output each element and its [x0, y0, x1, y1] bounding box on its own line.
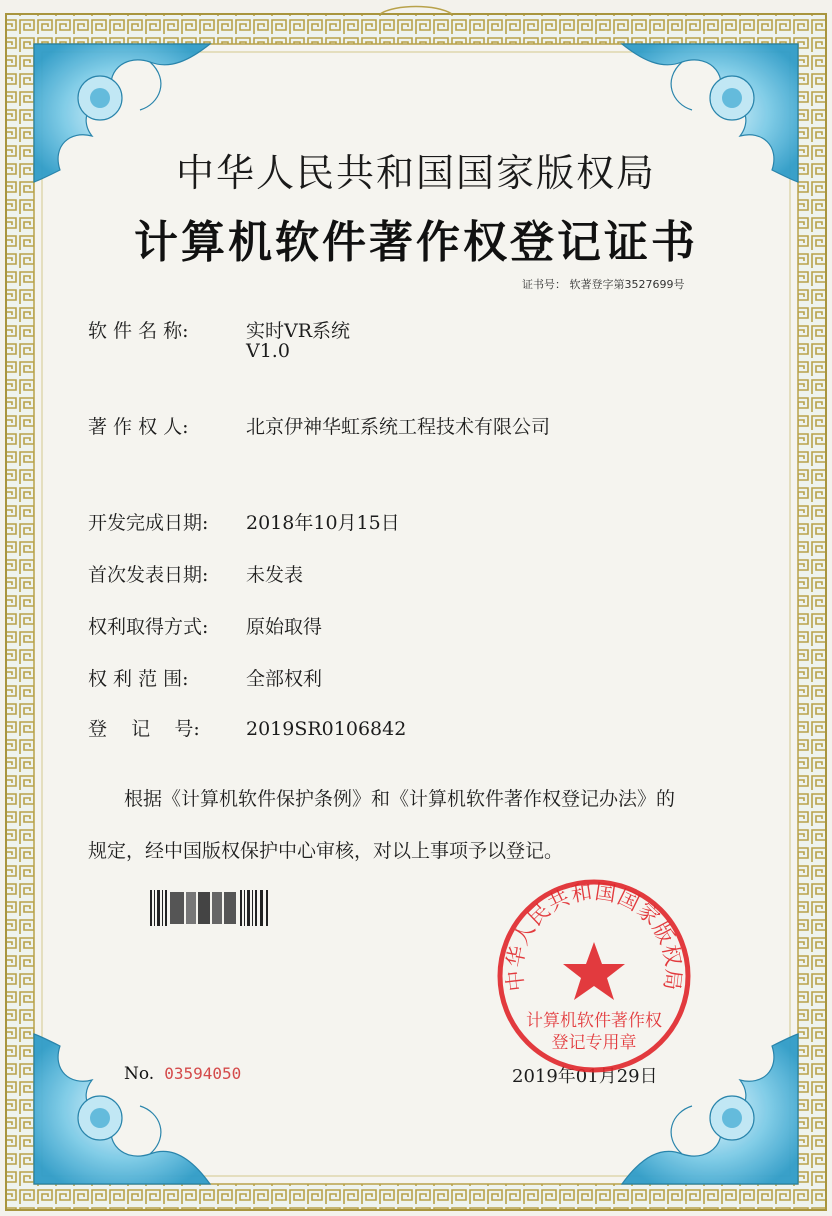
serial-prefix: No.	[124, 1064, 155, 1084]
field-value: 全部权利	[246, 668, 323, 690]
certificate-number: 证书号： 软著登字第3527699号	[522, 278, 685, 291]
star-icon	[563, 942, 625, 1000]
barcode-icon	[148, 888, 272, 928]
certificate-serial	[124, 1064, 241, 1084]
statement-line-2: 规定，经中国版权保护中心审核，对以上事项予以登记。	[88, 840, 564, 862]
certificate-title: 计算机软件著作权登记证书	[134, 217, 698, 268]
field-label: 软 件 名 称:	[88, 320, 189, 342]
field-value: 原始取得	[246, 616, 323, 638]
field-completion-date	[88, 508, 400, 535]
issue-date: 2019年01月29日	[512, 1066, 658, 1087]
seal-center-line-1: 计算机软件著作权	[526, 1011, 662, 1031]
field-label: 权利取得方式:	[88, 616, 209, 638]
seal-center-line-2: 登记专用章	[551, 1033, 637, 1053]
field-value: 实时VR系统	[246, 320, 351, 342]
field-value: 北京伊神华虹系统工程技术有限公司	[246, 416, 551, 438]
field-label: 开发完成日期:	[88, 512, 209, 534]
field-label: 登 记 号:	[88, 718, 200, 740]
field-registration-number	[88, 714, 406, 741]
software-version: V1.0	[246, 340, 290, 362]
field-first-publish-date	[88, 560, 303, 587]
field-label: 首次发表日期:	[88, 564, 209, 586]
field-value: 2018年10月15日	[246, 512, 400, 534]
issuing-authority: 中华人民共和国国家版权局	[175, 151, 656, 195]
seal-ring-text: 中华人民共和国国家版权局	[502, 879, 686, 993]
field-label: 权 利 范 围:	[88, 668, 189, 690]
field-software-name	[88, 316, 351, 362]
field-value: 未发表	[246, 564, 304, 586]
official-seal	[494, 876, 694, 1076]
field-label: 著 作 权 人:	[88, 416, 189, 438]
statement-line-1: 根据《计算机软件保护条例》和《计算机软件著作权登记办法》的	[124, 788, 676, 810]
serial-number: 03594050	[164, 1064, 242, 1083]
field-acquisition-method	[88, 612, 322, 639]
field-rights-scope	[88, 664, 322, 691]
field-copyright-owner	[88, 412, 550, 439]
field-value: 2019SR0106842	[246, 718, 407, 740]
